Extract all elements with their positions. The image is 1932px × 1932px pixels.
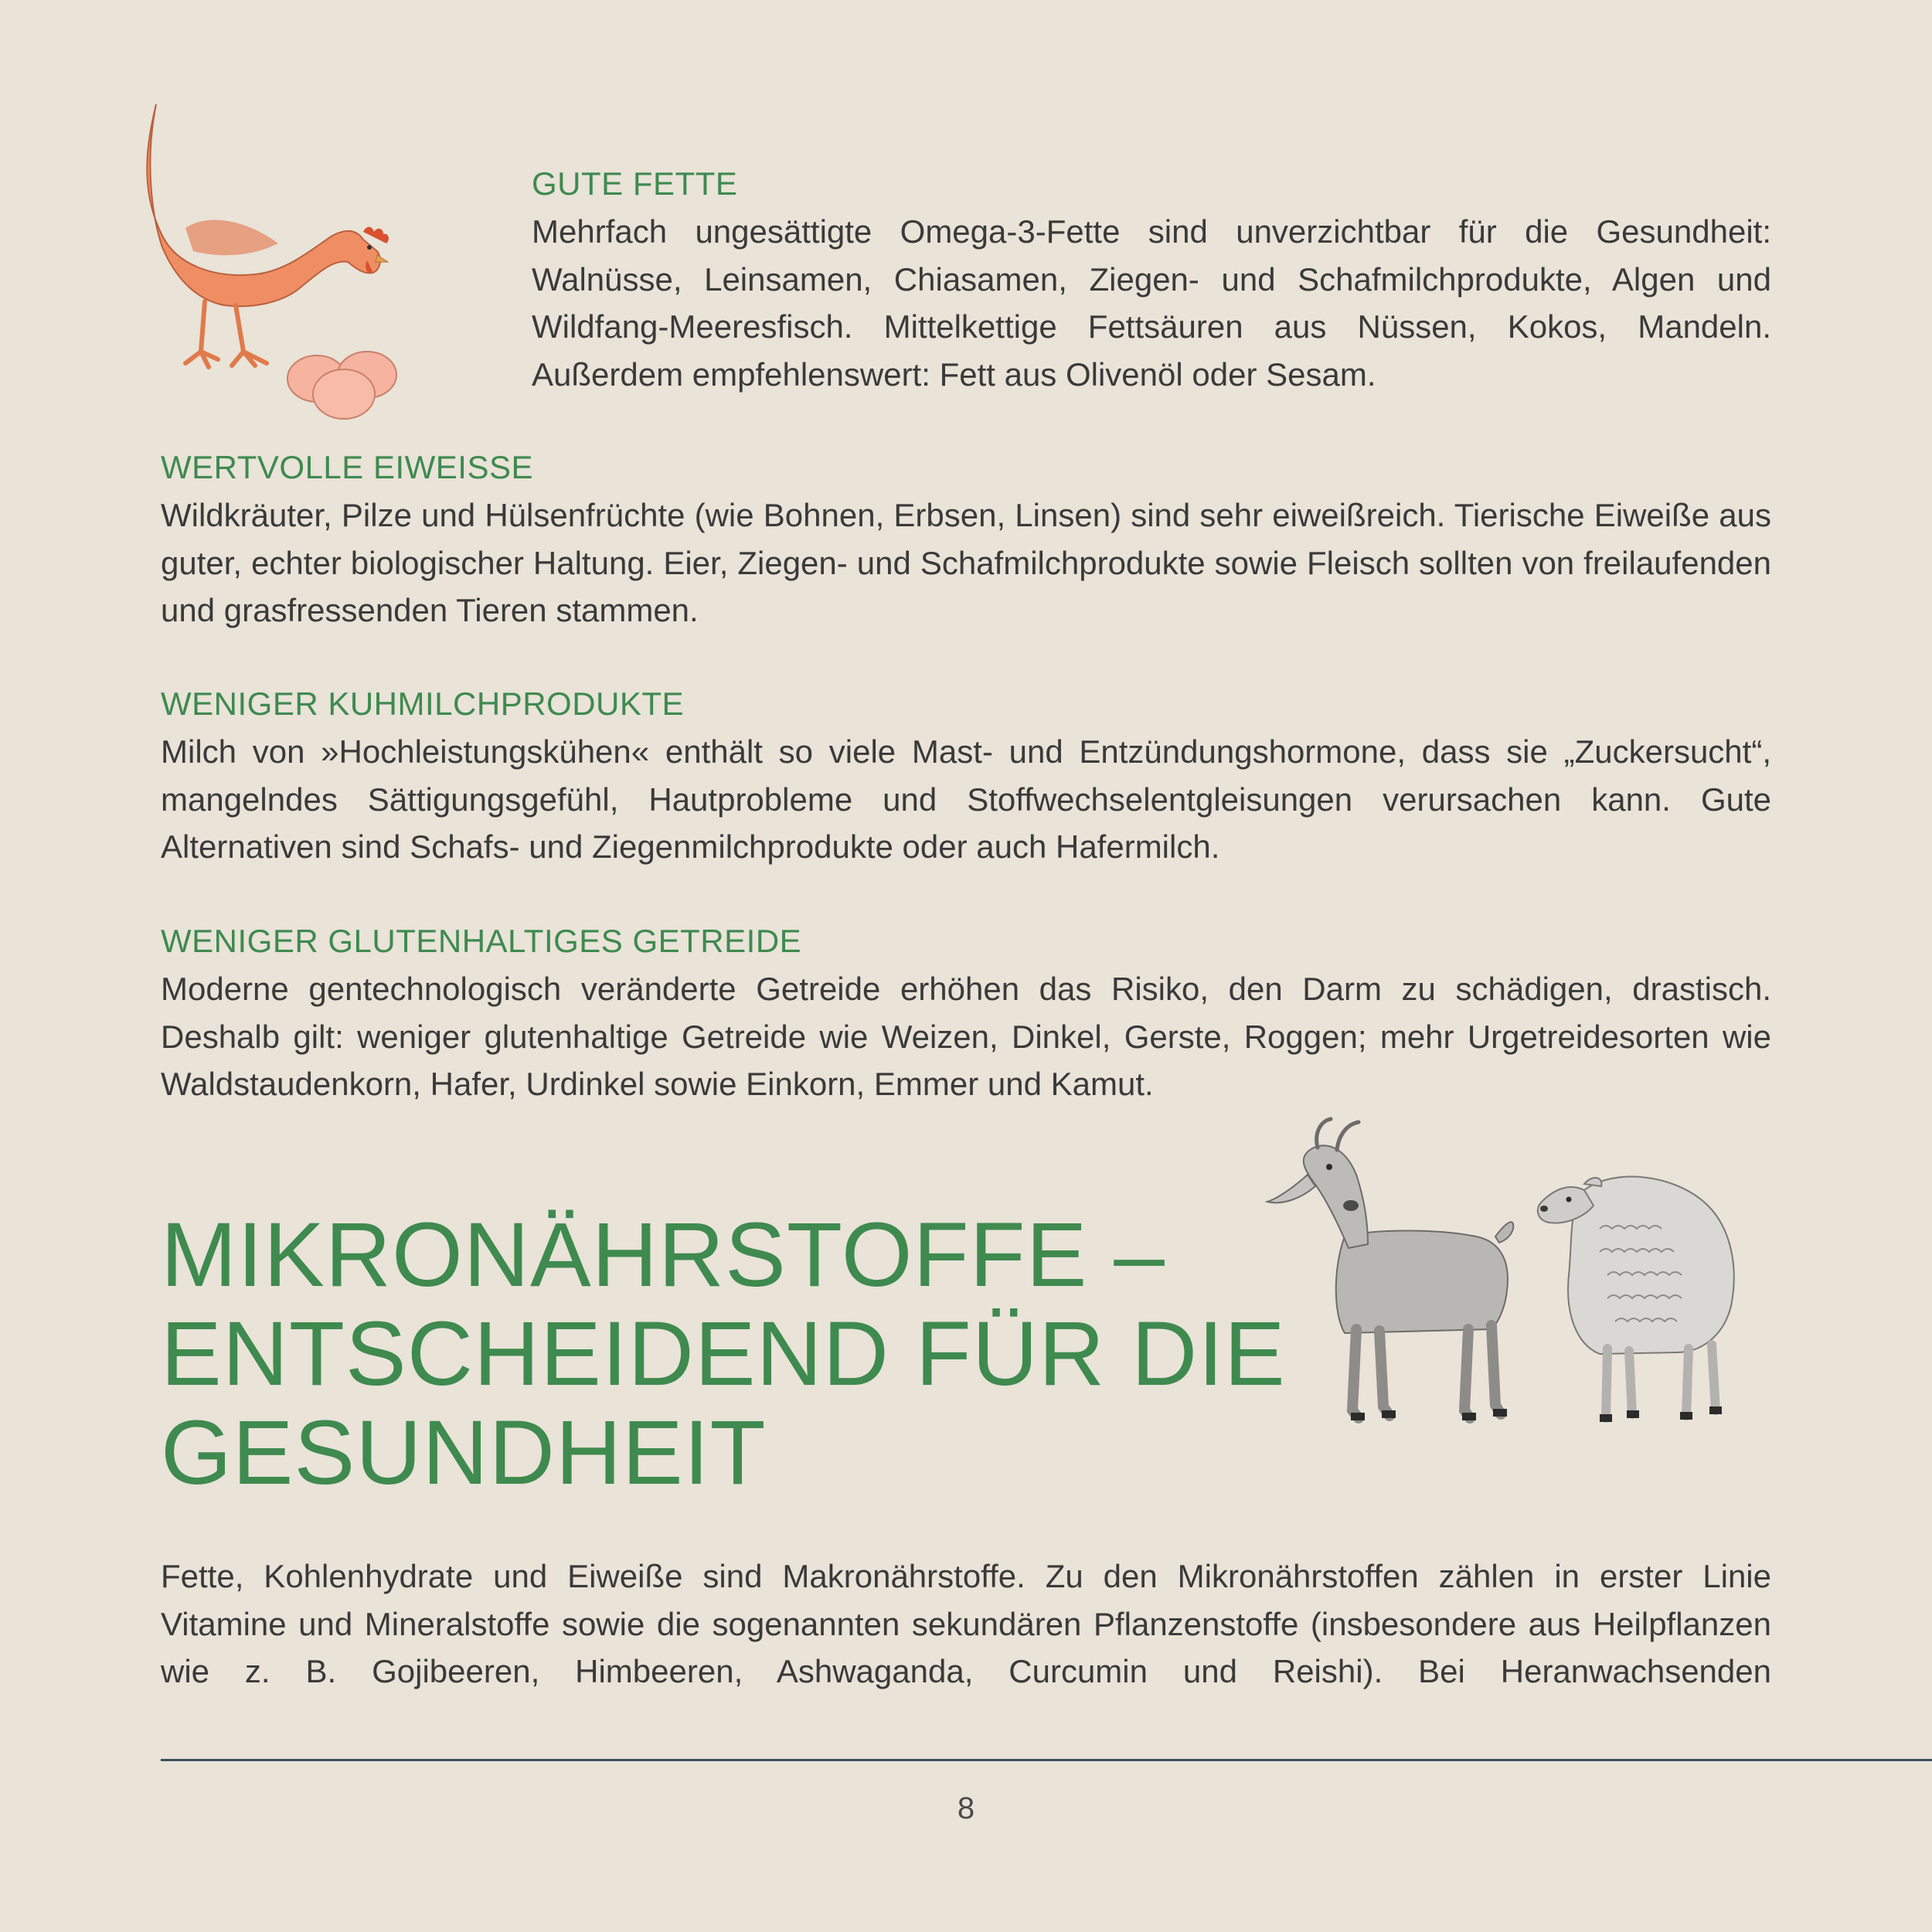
section-text-gute-fette: Mehrfach ungesättigte Omega-3-Fette sind unverzichtbar für die Gesundheit: Walnüsse, Leinsamen, Chiasamen, Ziegen- und Schafmilchprodukte, Algen und Wildfang-Meeresfisch. Mittelkettige Fettsäuren aus Nüssen, Kokos, Mandeln. Außerdem empfehlenswert: Fett aus Olivenöl oder Sesam. [532,213,1771,393]
hen-icon [147,104,389,367]
page-number: 8 [957,1791,975,1825]
section-text-eiweisse: Wildkräuter, Pilze und Hülsenfrüchte (wie Bohnen, Erbsen, Linsen) sind sehr eiweißreich. Tierische Eiweiße aus guter, echter biologischer Haltung. Eier, Ziegen- und Schafmilchprodukte sowie Fleisch sollten von freilaufenden und grasfressenden Tieren stammen. [161,497,1771,628]
footer-divider [161,1759,1932,1761]
section-heading-kuhmilch: WENIGER KUHMILCHPRODUKTE [161,685,685,722]
section-heading-eiweisse: WERTVOLLE EIWEISSE [161,449,534,485]
section-text-kuhmilch: Milch von »Hochleistungskühen« enthält so viele Mast- und Entzündungshormone, dass sie „Zuckersucht“, mangelndes Sättigungsgefühl, Hautprobleme und Stoffwechselentgleisungen verursachen kann. Gute Alternativen sind Schafs- und Ziegenmilchprodukte oder auch Hafermilch. [161,733,1771,865]
goat-and-sheep-illustration [1260,1113,1754,1530]
section-heading-gute-fette: GUTE FETTE [532,165,738,202]
page-title-line-2: ENTSCHEIDEND FÜR DIE [161,1303,1286,1405]
section-text-getreide: Moderne gentechnologisch veränderte Getreide erhöhen das Risiko, den Darm zu schädigen, drastisch. Deshalb gilt: weniger glutenhaltige Getreide wie Weizen, Dinkel, Gerste, Roggen; mehr Urgetreidesorten wie Waldstaudenkorn, Hafer, Urdinkel sowie Einkorn, Emmer und Kamut. [161,971,1771,1102]
sheep-icon [1538,1177,1734,1422]
page-title [161,1204,1286,1504]
page-title-line-1: MIKRONÄHRSTOFFE – [161,1204,1165,1306]
goat-icon [1267,1119,1513,1420]
section-heading-getreide: WENIGER GLUTENHALTIGES GETREIDE [161,923,802,959]
hen-with-eggs-illustration [131,97,440,421]
intro-paragraph: Fette, Kohlenhydrate und Eiweiße sind Makronährstoffe. Zu den Mikronährstoffen zählen in erster Linie Vitamine und Mineralstoffe sowie die sogenannten sekundären Pflanzenstoffe (insbesondere aus Heilpflanzen wie z. B. Gojibeeren, Himbeeren, Ashwaganda, Curcumin und Reishi). Bei Heranwachsenden [161,1558,1771,1689]
eggs-icon [287,352,396,419]
page-title-line-3: GESUNDHEIT [161,1402,767,1504]
